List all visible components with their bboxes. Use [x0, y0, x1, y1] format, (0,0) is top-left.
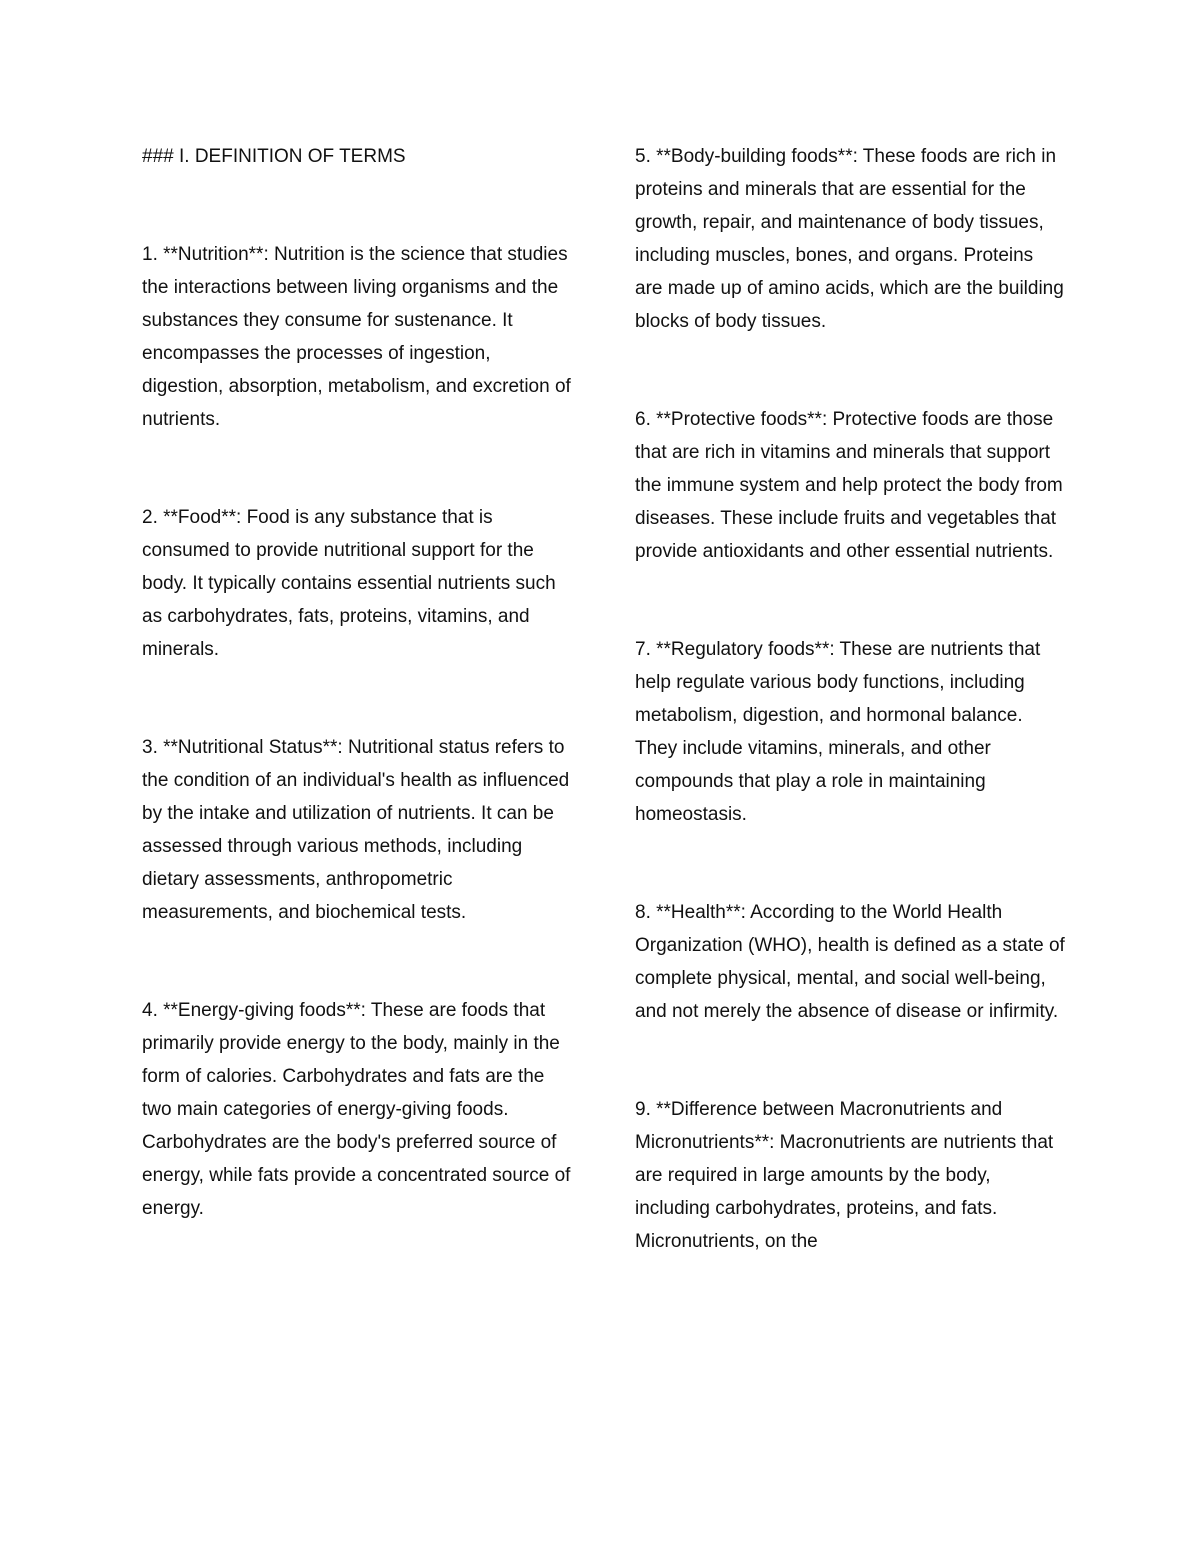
section-heading: ### I. DEFINITION OF TERMS	[142, 146, 406, 167]
term-food: 2. **Food**: Food is any substance that is consumed to provide nutritional support for the body. It typically contains essential nutrients such as carbohydrates, fats, proteins, vitamins, and minerals.	[142, 507, 556, 660]
term-nutrition: 1. **Nutrition**: Nutrition is the science that studies the interactions between living organisms and the substances they consume for sustenance. It encompasses the processes of ingestion, digestion, absorption, metabolism, and excretion of nutrients.	[142, 244, 571, 430]
left-column	[142, 140, 572, 1225]
term-energy-giving-foods: 4. **Energy-giving foods**: These are foods that primarily provide energy to the body, mainly in the form of calories. Carbohydrates and fats are the two main categories of energy-giving foods. Carbohydrates are the body's preferred source of energy, while fats provide a concentrated source of energy.	[142, 1000, 571, 1219]
term-macro-micronutrients: 9. **Difference between Macronutrients and Micronutrients**: Macronutrients are nutrients that are required in large amounts by the body, including carbohydrates, proteins, and fats. Micronutrients, on the	[635, 1099, 1054, 1252]
right-column	[635, 140, 1065, 1258]
term-body-building-foods: 5. **Body-building foods**: These foods are rich in proteins and minerals that are essential for the growth, repair, and maintenance of body tissues, including muscles, bones, and organs. Proteins are made up of amino acids, which are the building blocks of body tissues.	[635, 146, 1064, 332]
term-regulatory-foods: 7. **Regulatory foods**: These are nutrients that help regulate various body functions, including metabolism, digestion, and hormonal balance. They include vitamins, minerals, and other compounds that play a role in maintaining homeostasis.	[635, 639, 1041, 825]
term-protective-foods: 6. **Protective foods**: Protective foods are those that are rich in vitamins and minerals that support the immune system and help protect the body from diseases. These include fruits and vegetables that provide antioxidants and other essential nutrients.	[635, 409, 1063, 562]
term-health: 8. **Health**: According to the World Health Organization (WHO), health is defined as a state of complete physical, mental, and social well-being, and not merely the absence of disease or infirmity.	[635, 902, 1065, 1022]
term-nutritional-status: 3. **Nutritional Status**: Nutritional status refers to the condition of an individual's health as influenced by the intake and utilization of nutrients. It can be assessed through various methods, including dietary assessments, anthropometric measurements, and biochemical tests.	[142, 737, 570, 923]
